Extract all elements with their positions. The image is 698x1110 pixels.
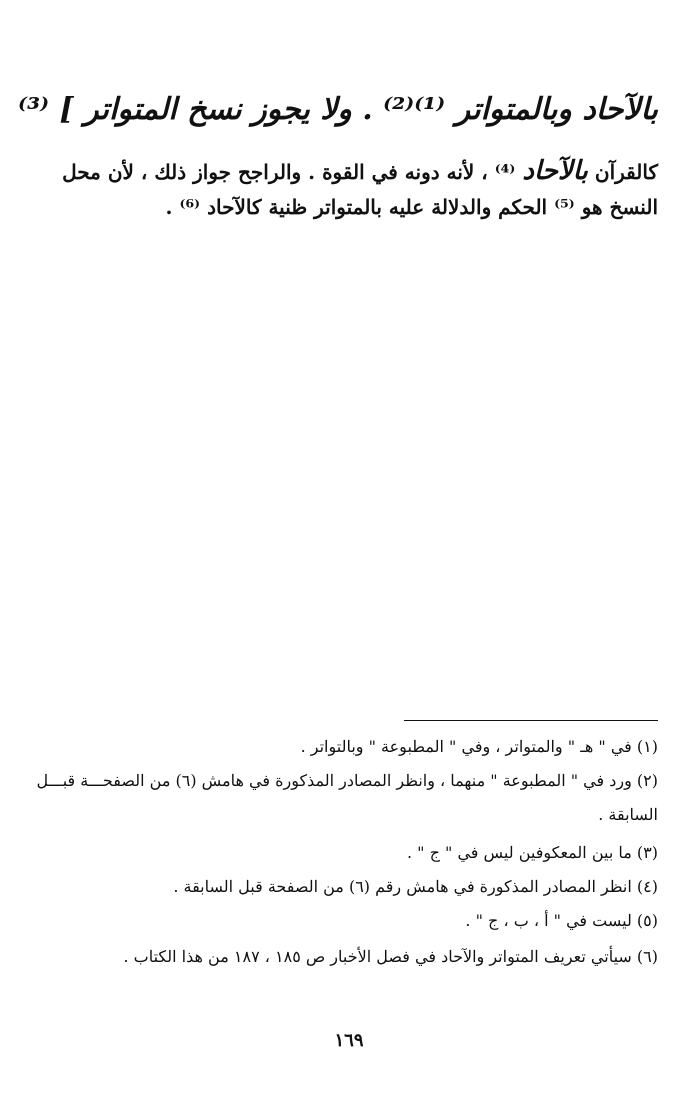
footnote-1: (١) في " هـ " والمتواتر ، وفي " المطبوعة " وبالتواتر . [300,737,658,756]
body-text-segment: كالقرآن [594,160,658,184]
footnote-2: (٢) ورد في " المطبوعة " منهما ، وانظر المصادر المذكورة في هامش (٦) من الصفحـــة قبـــل [36,771,658,790]
footnote-5: (٥) ليست في " أ ، ب ، ج " . [465,911,658,930]
footnote-3: (٣) ما بين المعكوفين ليس في " ج " . [406,843,658,862]
footnote-divider [404,720,658,721]
footnote-6: (٦) سيأتي تعريف المتواتر والآحاد في فصل الأخبار ص ١٨٥ ، ١٨٧ من هذا الكتاب . [123,947,658,966]
page-number: ١٦٩ [334,1030,364,1051]
emphasized-term: بالآحاد [522,156,588,186]
body-text-segment: ⁽⁴⁾ ، لأنه دونه في القوة . والراجح جواز ذلك ، لأن محل [62,160,516,184]
footnote-4: (٤) انظر المصادر المذكورة في هامش رقم (٦) من الصفحة قبل السابقة . [173,877,658,896]
footnote-2-continued: السابقة . [598,805,658,824]
body-text-line-2: النسخ هو ⁽⁵⁾ الحكم والدلالة عليه بالمتواتر ظنية كالآحاد ⁽⁶⁾ . [165,195,658,219]
body-text-line-1 [40,153,658,189]
section-heading: بالآحاد وبالمتواتر ⁽¹⁾⁽²⁾ . ولا يجوز نسخ المتواتر ] ⁽³⁾ [18,92,658,127]
